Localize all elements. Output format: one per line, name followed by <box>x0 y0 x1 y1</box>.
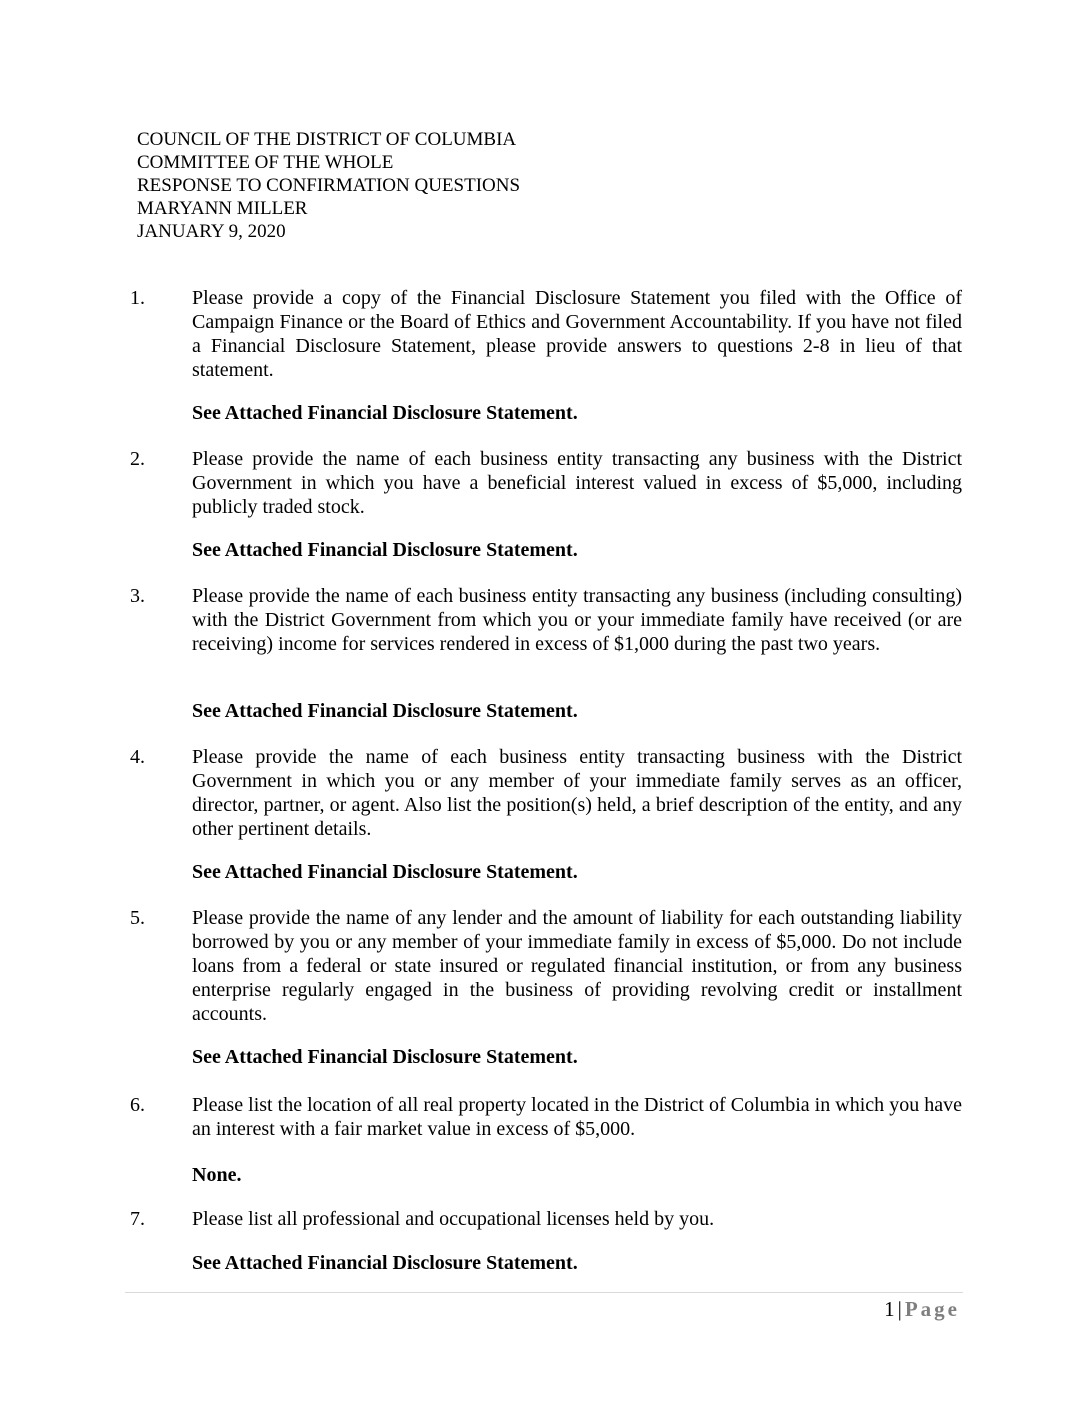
header-line-title: RESPONSE TO CONFIRMATION QUESTIONS <box>137 175 521 196</box>
question-text: Please list the location of all real property located in the District of Columbia in which you have an interest with a fair market value in excess of $5,000. <box>192 1094 962 1140</box>
answer-text: See Attached Financial Disclosure Statement. <box>192 861 578 883</box>
answer-text: See Attached Financial Disclosure Statement. <box>192 700 578 722</box>
header-line-nominee: MARYANN MILLER <box>137 198 308 219</box>
question-text: Please provide the name of each business entity transacting business with the District Government in which you or any member of your immediate family serves as an officer, director, partner, or agent. Also list the position(s) held, a brief description of the entity, and any other pertinent details. <box>192 746 962 840</box>
page-number: 1 <box>884 1297 895 1321</box>
footer-separator: | <box>897 1297 902 1321</box>
question-number: 5. <box>130 907 145 929</box>
header-line-council: COUNCIL OF THE DISTRICT OF COLUMBIA <box>137 129 517 150</box>
question-number: 4. <box>130 746 145 768</box>
answer-text: See Attached Financial Disclosure Statement. <box>192 402 578 424</box>
question-text: Please provide the name of each business entity transacting any business (including consulting) with the District Government from which you or your immediate family have received (or are receiving) income for services rendered in excess of $1,000 during the past two years. <box>192 585 962 655</box>
answer-text: None. <box>192 1164 242 1186</box>
answer-text: See Attached Financial Disclosure Statement. <box>192 1046 578 1068</box>
question-number: 2. <box>130 448 145 470</box>
footer-divider <box>125 1292 963 1293</box>
answer-text: See Attached Financial Disclosure Statement. <box>192 1252 578 1274</box>
question-text: Please provide the name of each business entity transacting any business with the District Government in which you have a beneficial interest valued in excess of $5,000, including publicly traded stock. <box>192 448 962 518</box>
question-number: 1. <box>130 287 145 309</box>
question-number: 3. <box>130 585 145 607</box>
question-number: 6. <box>130 1094 145 1116</box>
document-header <box>137 128 520 243</box>
question-text: Please provide a copy of the Financial Disclosure Statement you filed with the Office of Campaign Finance or the Board of Ethics and Government Accountability. If you have not filed a Financial Disclosure Statement, please provide answers to questions 2-8 in lieu of that statement. <box>192 287 962 381</box>
header-line-committee: COMMITTEE OF THE WHOLE <box>137 152 394 173</box>
question-number: 7. <box>130 1208 145 1230</box>
page-footer <box>884 1296 960 1322</box>
question-text: Please provide the name of any lender and the amount of liability for each outstanding liability borrowed by you or any member of your immediate family in excess of $5,000. Do not include loans from a federal or state insured or regulated financial institution, or from any business enterprise regularly engaged in the business of providing revolving credit or installment accounts. <box>192 907 962 1025</box>
question-text: Please list all professional and occupational licenses held by you. <box>192 1208 715 1230</box>
page-label: Page <box>904 1297 960 1321</box>
header-line-date: JANUARY 9, 2020 <box>137 221 286 242</box>
answer-text: See Attached Financial Disclosure Statement. <box>192 539 578 561</box>
